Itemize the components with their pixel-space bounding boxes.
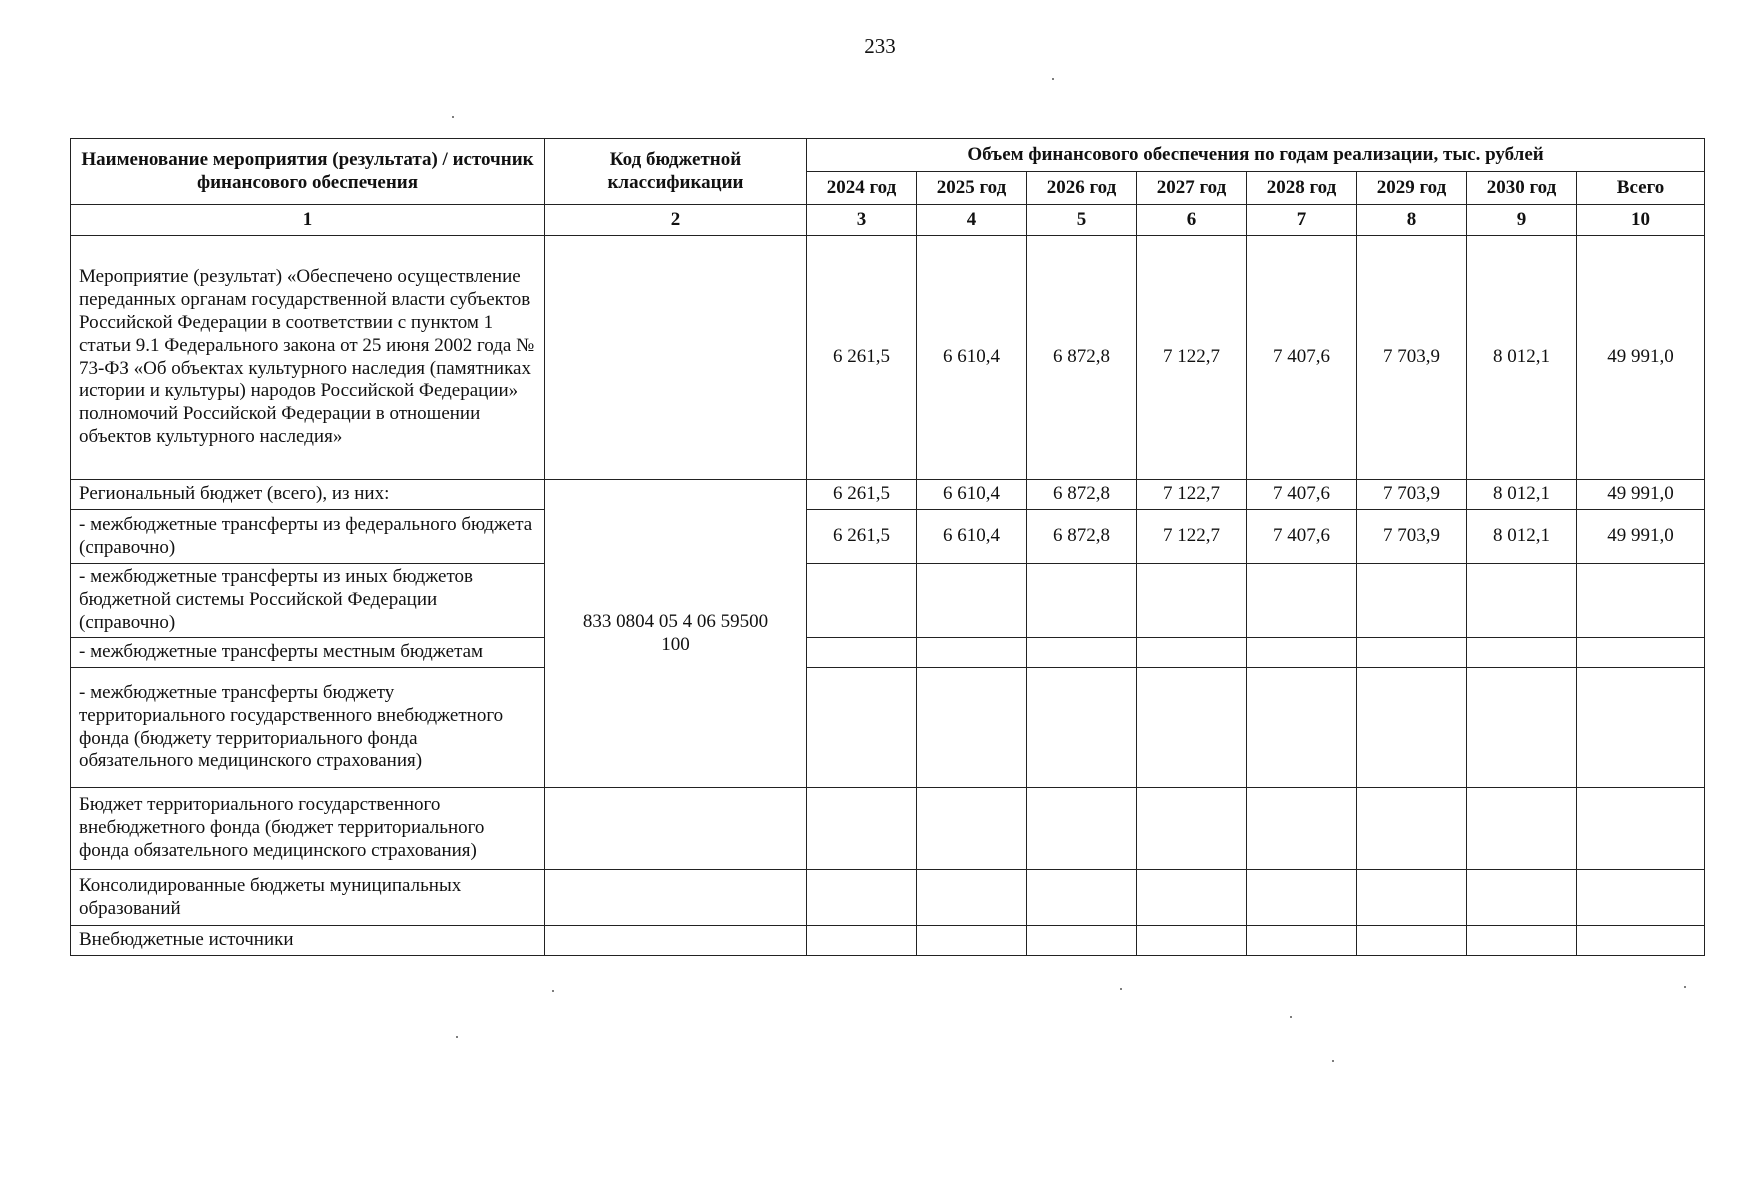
table-row: [71, 638, 1705, 668]
row-total: [1577, 788, 1705, 870]
row-name: - межбюджетные трансферты местным бюджетам: [71, 638, 545, 668]
row-name: Региональный бюджет (всего), из них:: [71, 480, 545, 510]
column-number: 5: [1027, 205, 1137, 236]
row-value: 6 610,4: [917, 510, 1027, 564]
row-total: [1577, 870, 1705, 926]
row-total: [1577, 638, 1705, 668]
row-value: [807, 926, 917, 956]
row-value: [1467, 788, 1577, 870]
row-name: - межбюджетные трансферты из иных бюджетов бюджетной системы Российской Федерации (справочно): [71, 564, 545, 638]
header-code: Код бюджетной классификации: [545, 139, 807, 205]
row-value: [1027, 870, 1137, 926]
row-value: 8 012,1: [1467, 236, 1577, 480]
row-total: 49 991,0: [1577, 480, 1705, 510]
row-value: [1137, 870, 1247, 926]
column-number: 6: [1137, 205, 1247, 236]
budget-classification-code: [545, 480, 807, 788]
column-number: 3: [807, 205, 917, 236]
row-value: [1247, 926, 1357, 956]
scan-speck: [456, 1036, 458, 1038]
row-value: [1357, 668, 1467, 788]
header-year: 2026 год: [1027, 172, 1137, 205]
row-value: [1467, 638, 1577, 668]
row-value: [1027, 926, 1137, 956]
row-total: 49 991,0: [1577, 510, 1705, 564]
row-value: 7 703,9: [1357, 480, 1467, 510]
table-row: [71, 480, 1705, 510]
header-year: 2025 год: [917, 172, 1027, 205]
table-row: [71, 236, 1705, 480]
header-year: 2027 год: [1137, 172, 1247, 205]
row-value: [1137, 668, 1247, 788]
row-value: [1027, 668, 1137, 788]
row-code: [545, 926, 807, 956]
column-number: 4: [917, 205, 1027, 236]
row-value: [1357, 870, 1467, 926]
header-row-top: [71, 139, 1705, 172]
code-line: 833 0804 05 4 06 59500: [582, 610, 769, 632]
row-value: 7 407,6: [1247, 510, 1357, 564]
header-name: Наименование мероприятия (результата) / источник финансового обеспечения: [71, 139, 545, 205]
row-value: [917, 788, 1027, 870]
column-number-row: [71, 205, 1705, 236]
header-volume: Объем финансового обеспечения по годам реализации, тыс. рублей: [807, 139, 1705, 172]
column-number: 2: [545, 205, 807, 236]
row-value: 7 407,6: [1247, 480, 1357, 510]
row-value: [1247, 564, 1357, 638]
row-value: [1357, 926, 1467, 956]
row-value: [807, 668, 917, 788]
scan-speck: [1120, 988, 1122, 990]
row-code: [545, 870, 807, 926]
row-name: - межбюджетные трансферты бюджету территориального государственного внебюджетного фонда (бюджету территориального фонда обязательного медицинского страхования): [71, 668, 545, 788]
row-name: Бюджет территориального государственного внебюджетного фонда (бюджет территориального фонда обязательного медицинского страхования): [71, 788, 545, 870]
row-value: [807, 564, 917, 638]
row-total: [1577, 564, 1705, 638]
row-value: [1357, 638, 1467, 668]
row-value: [1467, 668, 1577, 788]
column-number: 9: [1467, 205, 1577, 236]
code-line: 100: [661, 633, 690, 655]
row-value: 6 872,8: [1027, 480, 1137, 510]
row-value: [807, 788, 917, 870]
row-value: 7 703,9: [1357, 236, 1467, 480]
row-value: 6 261,5: [807, 480, 917, 510]
table-row: [71, 668, 1705, 788]
header-year: 2028 год: [1247, 172, 1357, 205]
row-value: 8 012,1: [1467, 480, 1577, 510]
row-value: 8 012,1: [1467, 510, 1577, 564]
table-row: [71, 870, 1705, 926]
table-row: [71, 510, 1705, 564]
row-value: 6 872,8: [1027, 510, 1137, 564]
table-row: [71, 788, 1705, 870]
table-row: [71, 564, 1705, 638]
row-value: [917, 870, 1027, 926]
row-value: [1467, 564, 1577, 638]
row-value: [807, 870, 917, 926]
scan-speck: [1332, 1060, 1334, 1062]
row-name: Внебюджетные источники: [71, 926, 545, 956]
header-year: 2030 год: [1467, 172, 1577, 205]
row-value: [1027, 788, 1137, 870]
row-value: 6 261,5: [807, 236, 917, 480]
table-row: [71, 926, 1705, 956]
column-number: 10: [1577, 205, 1705, 236]
row-value: [1357, 564, 1467, 638]
row-value: [917, 564, 1027, 638]
row-code: [545, 236, 807, 480]
column-number: 7: [1247, 205, 1357, 236]
financing-table: [70, 138, 1705, 956]
header-total: Всего: [1577, 172, 1705, 205]
row-value: [1357, 788, 1467, 870]
scan-speck: [1684, 986, 1686, 988]
row-value: [807, 638, 917, 668]
row-value: [917, 926, 1027, 956]
row-value: [1137, 788, 1247, 870]
row-total: [1577, 668, 1705, 788]
row-name: Мероприятие (результат) «Обеспечено осуществление переданных органам государственной власти субъектов Российской Федерации в соответствии с пунктом 1 статьи 9.1 Федерального закона от 25 июня 2002 года № 73-ФЗ «Об объектах культурного наследия (памятниках истории и культуры) народов Российской Федерации» полномочий Российской Федерации в отношении объектов культурного наследия»: [71, 236, 545, 480]
header-year: 2024 год: [807, 172, 917, 205]
scan-speck: [452, 116, 454, 118]
row-value: [1247, 638, 1357, 668]
column-number: 8: [1357, 205, 1467, 236]
row-value: [1247, 870, 1357, 926]
column-number: 1: [71, 205, 545, 236]
row-value: [1247, 788, 1357, 870]
row-value: 7 122,7: [1137, 236, 1247, 480]
row-code: [545, 788, 807, 870]
row-value: [1137, 638, 1247, 668]
row-name: - межбюджетные трансферты из федерального бюджета (справочно): [71, 510, 545, 564]
row-value: 7 703,9: [1357, 510, 1467, 564]
row-value: 6 610,4: [917, 480, 1027, 510]
row-value: [1027, 564, 1137, 638]
row-value: 7 407,6: [1247, 236, 1357, 480]
row-value: [1467, 926, 1577, 956]
row-value: 6 610,4: [917, 236, 1027, 480]
row-value: [917, 668, 1027, 788]
row-value: [1137, 926, 1247, 956]
row-value: 7 122,7: [1137, 480, 1247, 510]
row-value: 6 872,8: [1027, 236, 1137, 480]
row-value: [917, 638, 1027, 668]
row-value: [1137, 564, 1247, 638]
row-value: 7 122,7: [1137, 510, 1247, 564]
row-total: 49 991,0: [1577, 236, 1705, 480]
scan-speck: [1290, 1016, 1292, 1018]
row-name: Консолидированные бюджеты муниципальных образований: [71, 870, 545, 926]
row-value: [1247, 668, 1357, 788]
header-year: 2029 год: [1357, 172, 1467, 205]
scan-speck: [552, 990, 554, 992]
scan-speck: [1052, 78, 1054, 80]
page-number: 233: [864, 34, 896, 58]
row-value: [1467, 870, 1577, 926]
row-value: [1027, 638, 1137, 668]
row-value: 6 261,5: [807, 510, 917, 564]
row-total: [1577, 926, 1705, 956]
